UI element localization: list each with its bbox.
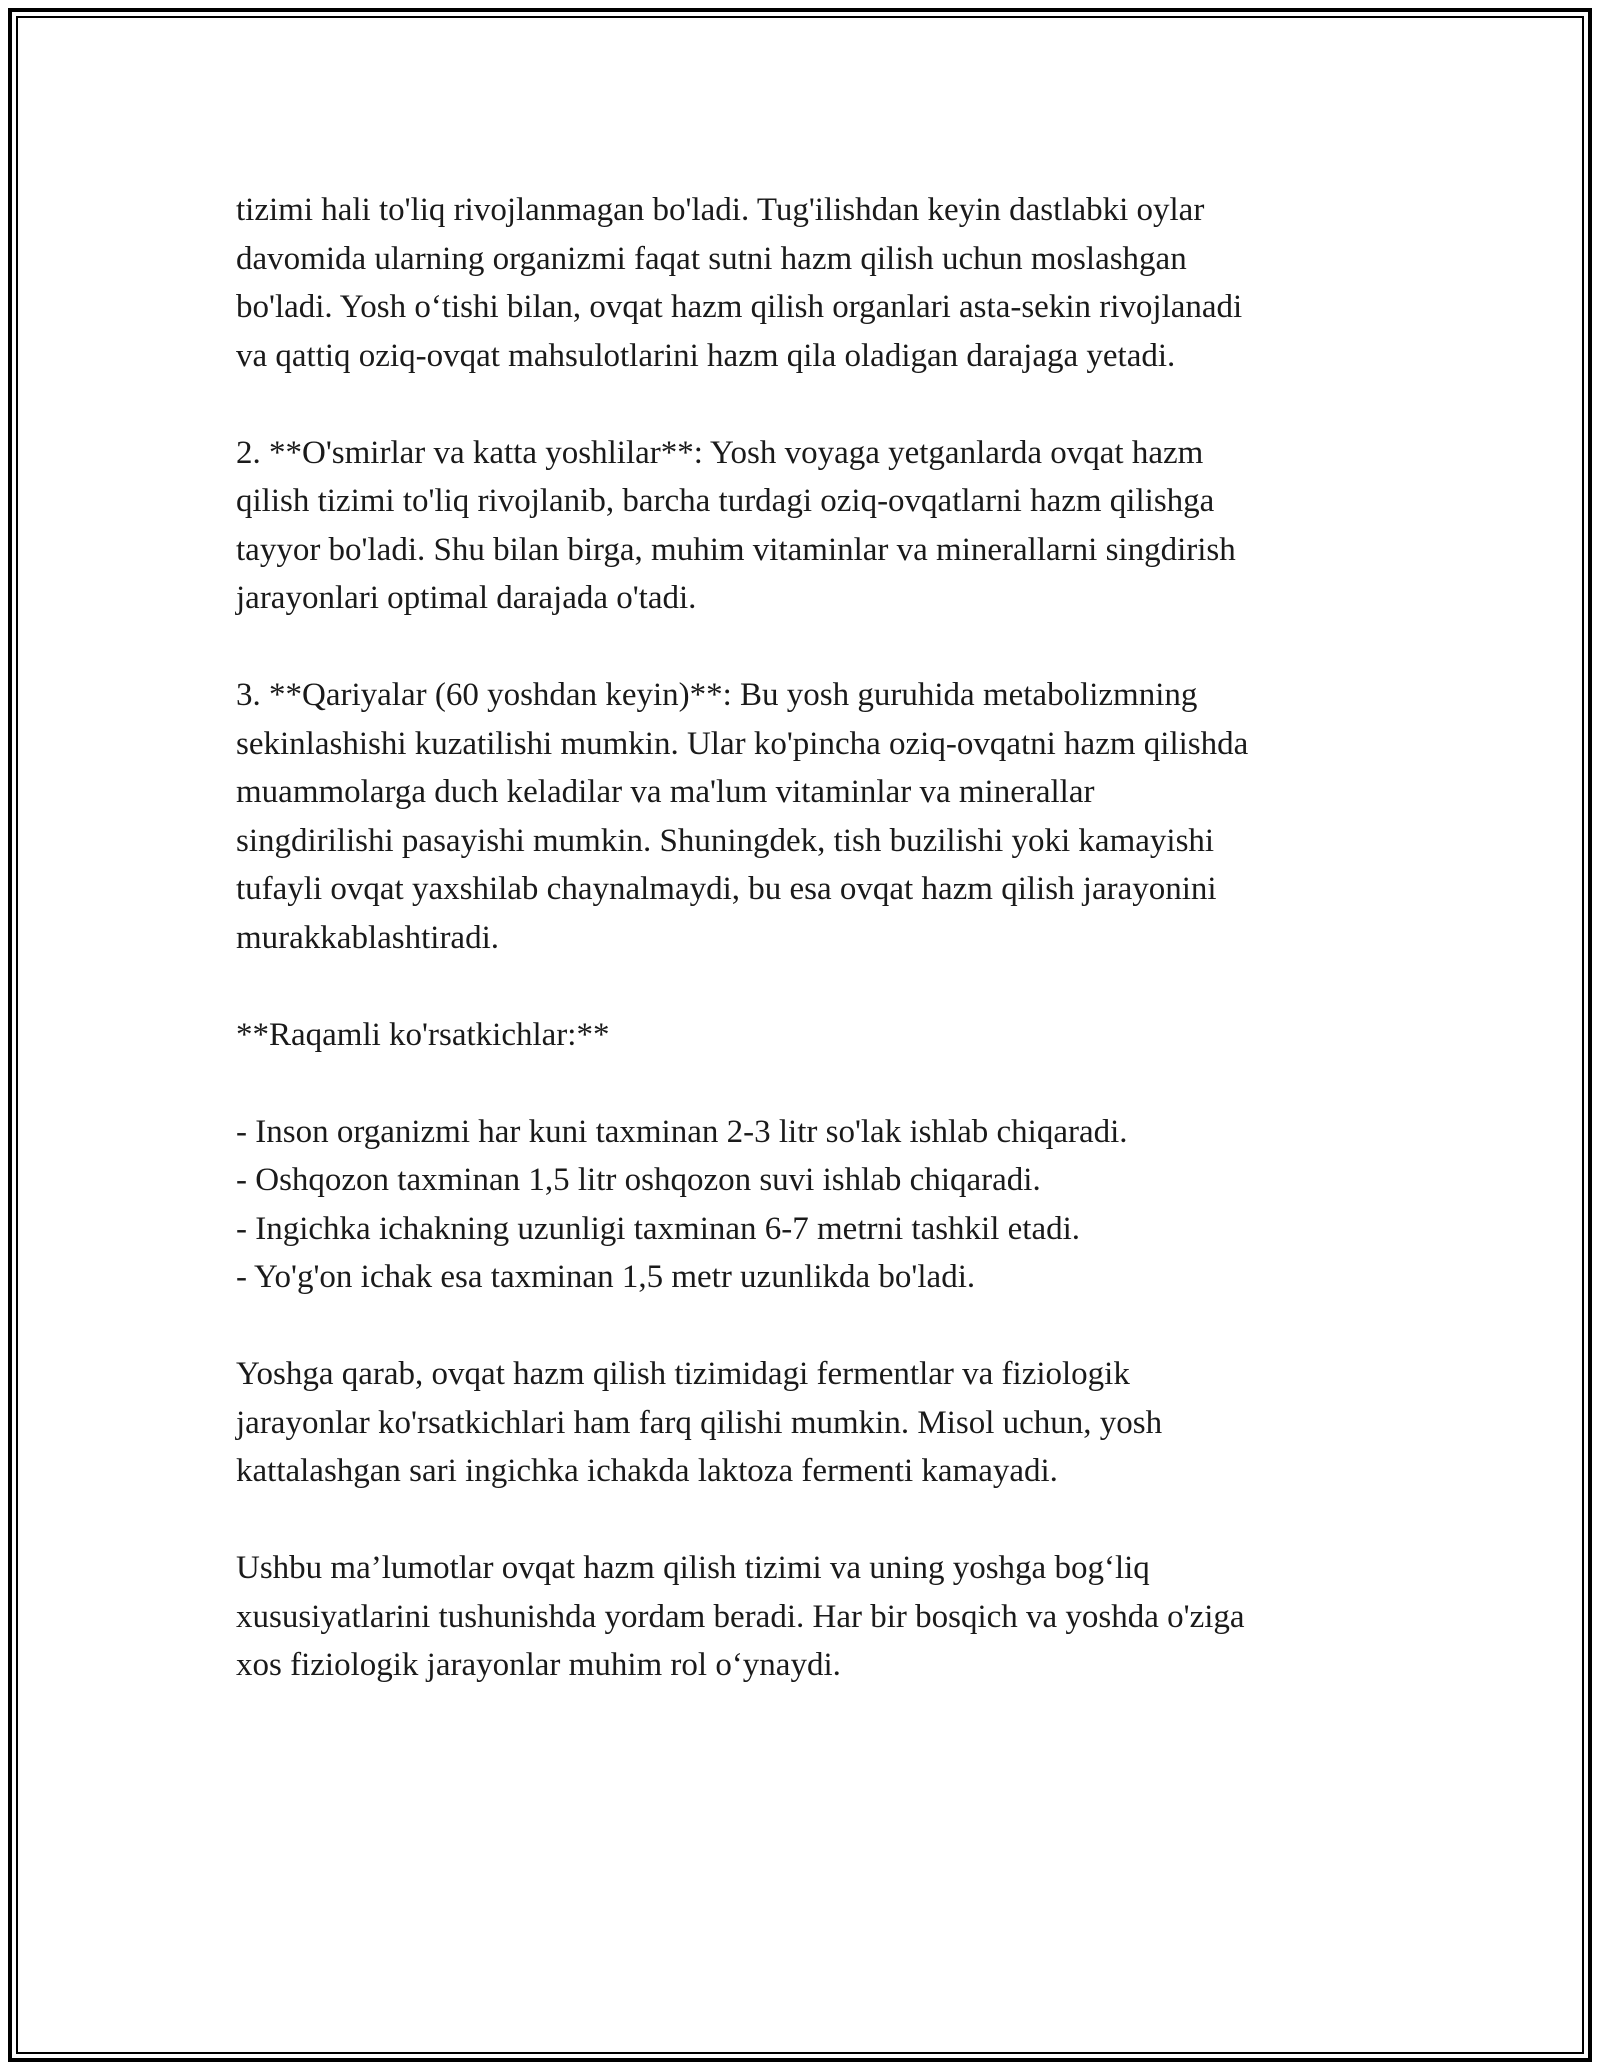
text-line: tizimi hali to'liq rivojlanmagan bo'ladi. Tug'ilishdan keyin dastlabki oylar xyxy=(236,192,1205,228)
list-item: - Ingichka ichakning uzunligi taxminan 6-7 metrni tashkil etadi. xyxy=(236,1210,1081,1247)
list-item: - Yo'g'on ichak esa taxminan 1,5 metr uzunlikda bo'ladi. xyxy=(236,1259,976,1295)
text-line: qilish tizimi to'liq rivojlanib, barcha turdagi oziq-ovqatlarni hazm qilishga xyxy=(236,483,1215,519)
paragraph-adolescents-adults xyxy=(236,429,1416,623)
text-line: 2. **O'smirlar va katta yoshlilar**: Yosh voyaga yetganlarda ovqat hazm xyxy=(236,434,1204,471)
text-line: Yoshga qarab, ovqat hazm qilish tizimidagi fermentlar va fiziologik xyxy=(236,1356,1130,1392)
numeric-indicators-list xyxy=(236,1108,1416,1302)
list-item: - Inson organizmi har kuni taxminan 2-3 litr so'lak ishlab chiqaradi. xyxy=(236,1113,1128,1150)
text-line: sekinlashishi kuzatilishi mumkin. Ular ko'pincha oziq-ovqatni hazm qilishda xyxy=(236,725,1249,762)
text-line: 3. **Qariyalar (60 yoshdan keyin)**: Bu yosh guruhida metabolizmning xyxy=(236,677,1198,713)
list-item: - Oshqozon taxminan 1,5 litr oshqozon suvi ishlab chiqaradi. xyxy=(236,1162,1041,1198)
text-line: singdirilishi pasayishi mumkin. Shuningdek, tish buzilishi yoki kamayishi xyxy=(236,822,1215,859)
text-line: murakkablashtiradi. xyxy=(236,919,500,956)
document-body xyxy=(236,186,1416,1738)
paragraph-infants-continued xyxy=(236,186,1416,380)
text-line: kattalashgan sari ingichka ichakda laktoza fermenti kamayadi. xyxy=(236,1453,1058,1489)
paragraph-elderly xyxy=(236,671,1416,962)
text-line: jarayonlar ko'rsatkichlari ham farq qilishi mumkin. Misol uchun, yosh xyxy=(236,1404,1163,1441)
text-line: xususiyatlarini tushunishda yordam beradi. Har bir bosqich va yoshda o'ziga xyxy=(236,1598,1245,1635)
text-line: jarayonlari optimal darajada o'tadi. xyxy=(236,580,697,616)
text-line: davomida ularning organizmi faqat sutni hazm qilish uchun moslashgan xyxy=(236,240,1187,277)
text-line: tayyor bo'ladi. Shu bilan birga, muhim vitaminlar va minerallarni singdirish xyxy=(236,531,1236,568)
heading-text: **Raqamli ko'rsatkichlar:** xyxy=(236,1016,610,1053)
text-line: Ushbu ma’lumotlar ovqat hazm qilish tizimi va uning yoshga bog‘liq xyxy=(236,1550,1150,1586)
paragraph-conclusion xyxy=(236,1544,1416,1690)
text-line: va qattiq oziq-ovqat mahsulotlarini hazm qila oladigan darajaga yetadi. xyxy=(236,337,1176,374)
section-heading xyxy=(236,1011,1416,1060)
text-line: xos fiziologik jarayonlar muhim rol o‘ynaydi. xyxy=(236,1647,841,1683)
paragraph-enzymes xyxy=(236,1350,1416,1496)
text-line: bo'ladi. Yosh o‘tishi bilan, ovqat hazm qilish organlari asta-sekin rivojlanadi xyxy=(236,289,1243,325)
text-line: muammolarga duch keladilar va ma'lum vitaminlar va minerallar xyxy=(236,774,1095,810)
text-line: tufayli ovqat yaxshilab chaynalmaydi, bu esa ovqat hazm qilish jarayonini xyxy=(236,871,1217,907)
